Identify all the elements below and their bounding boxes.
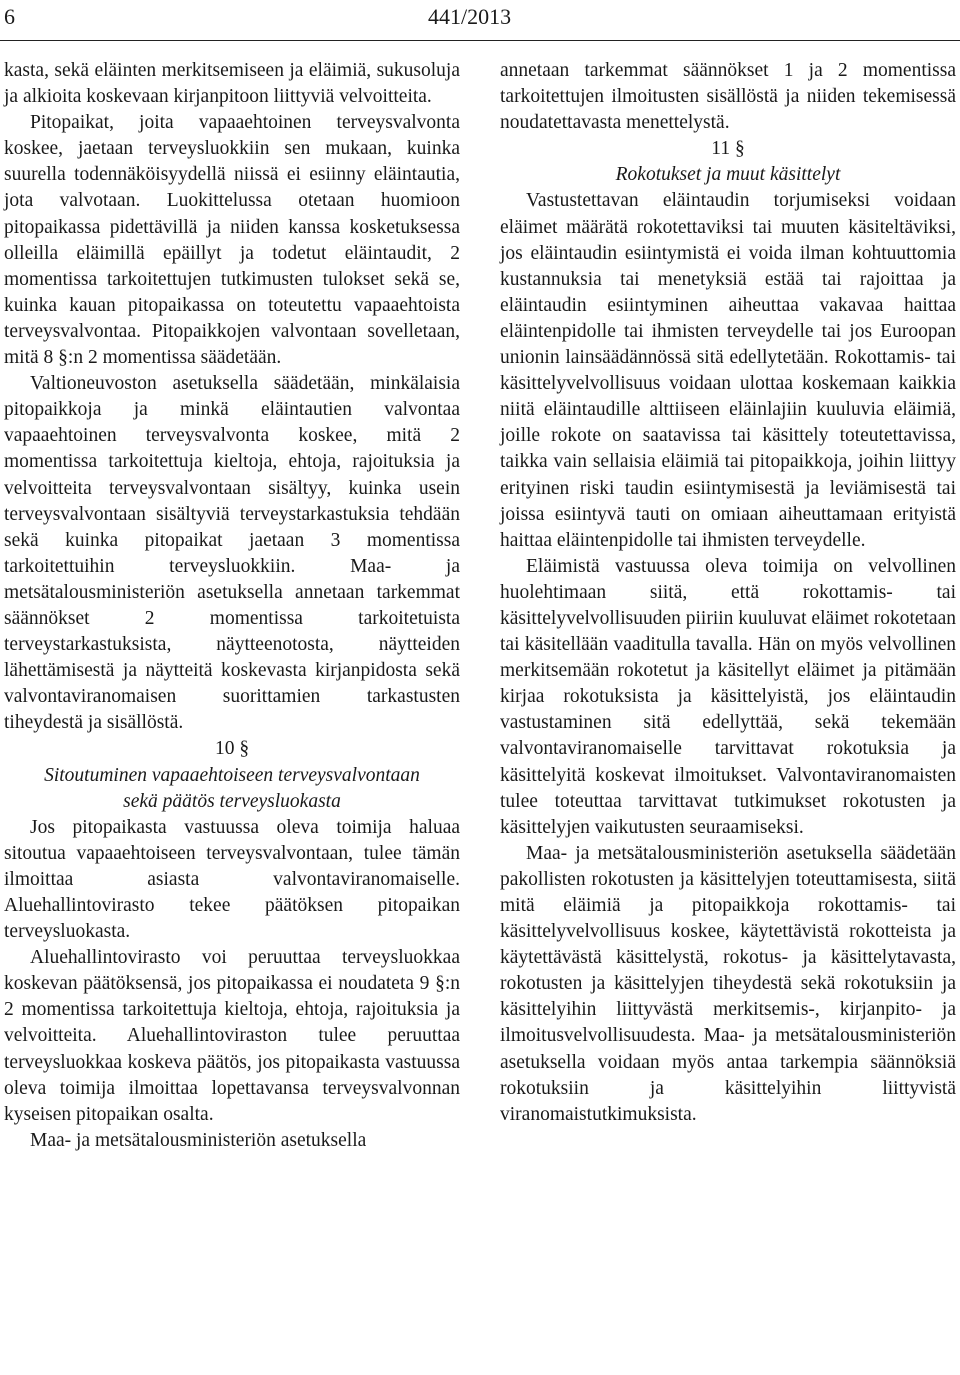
paragraph: Maa- ja metsätalousministeriön asetuksella (30, 1129, 367, 1151)
paragraph: kasta, sekä eläinten merkitsemiseen ja eläimiä, sukusoluja ja alkioita koskevaan kirjanpitoon liittyviä velvoitteita. (4, 60, 460, 108)
document-number: 441/2013 (428, 4, 512, 29)
paragraph: Valtioneuvoston asetuksella säädetään, minkälaisia pitopaikkoja ja minkä eläintautien valvontaa vapaaehtoinen terveysvalvonta koskee, mitä 2 momentissa tarkoitettuja kieltoja, ehtoja, rajoituksia ja velvoitteita terveysvalvontaan sisältyy, kuinka usein terveysvalvontaan sisältyviä terveystarkastuksia tehdään sekä kuinka pitopaikat jaetaan 3 momentissa tarkoitettuihin terveysluokkiin. Maa- ja metsätalousministeriön asetuksella annetaan tarkemmat säännökset 2 momentissa tarkoitetuista terveystarkastuksista, näytteenotosta, näytteiden lähettämisestä ja näytteitä koskevasta kirjanpidosta sekä valvontaviranomaisen suorittamien tarkastusten tiheydestä ja sisällöstä. (4, 373, 460, 734)
paragraph: Aluehallintovirasto voi peruuttaa terveysluokkaa koskevan päätöksensä, jos pitopaikassa ei noudateta 9 §:n 2 momentissa tarkoitettuja kieltoja, ehtoja, rajoituksia ja velvoitteita. Aluehallintoviraston tulee peruuttaa terveysluokkaa koskeva päätös, jos pitopaikasta vastuussa oleva toimija ilmoittaa lopettavansa terveysvalvonnan kyseisen pitopaikan osalta. (4, 947, 460, 1125)
paragraph: Maa- ja metsätalousministeriön asetuksella säädetään pakollisten rokotusten ja käsittelyjen toteuttamisesta, siitä mitä eläimiä ja pitopaikkoja rokottamis- tai käsittelyvelvollisuus koskee, käytettävistä rokotteista ja käytettävästä käsittelystä, rokotus- ja käsittelytavasta, rokotusten ja käsittelyjen tiheydestä sekä rokotuksiin ja käsittelyihin liittyvästä merkitsemis-, kirjanpito- ja ilmoitusvelvollisuudesta. Maa- ja metsätalousministeriön asetuksella voidaan myös antaa tarkempia säännöksiä rokotuksiin ja käsittelyihin liittyvistä viranomaistutkimuksista. (500, 842, 956, 1125)
paragraph: Jos pitopaikasta vastuussa oleva toimija haluaa sitoutua vapaaehtoiseen terveysvalvontaan, tulee tämän ilmoittaa asiasta valvontaviranomaiselle. Aluehallintovirasto tekee päätöksen pitopaikan terveysluokasta. (4, 816, 460, 943)
header-divider (0, 40, 960, 41)
section-number: 11 § (711, 138, 745, 160)
page-number: 6 (4, 4, 15, 29)
paragraph: Vastustettavan eläintaudin torjumiseksi voidaan eläimet määrätä rokotettaviksi tai muuten käsiteltäviksi, jos eläintaudin esiintymistä ei voida ilman kohtuuttomia kustannuksia tai menetyksiä estää tai rajoittaa ja eläintaudin esiintyminen aiheuttaa vakavaa haittaa eläintenpidolle tai ihmisten terveydelle tai jos Euroopan unionin lainsäädännössä sitä edellytetään. Rokottamis- tai käsittelyvelvollisuus voidaan ulottaa koskemaan kaikkia niitä eläintaudille alttiiseen eläinlajiin kuuluvia eläimiä, joille rokote on saatavissa tai käsittely toteutettavissa, taikka vain sellaisia eläimiä tai pitopaikkoja, joihin liittyy erityinen riski taudin esiintymisestä ja leviämisestä tai joissa esiintyvä tauti on omiaan aiheuttamaan erityistä haittaa eläintenpidolle tai ihmisten terveydelle. (500, 190, 956, 551)
section-title: Rokotukset ja muut käsittelyt (615, 164, 841, 186)
page-header (0, 0, 960, 40)
right-column (500, 58, 956, 1128)
left-column (4, 58, 460, 1154)
paragraph: annetaan tarkemmat säännökset 1 ja 2 momentissa tarkoitettujen ilmoitusten sisällöstä ja niiden tekemisessä noudatettavasta menettelystä. (500, 60, 956, 134)
paragraph: Pitopaikat, joita vapaaehtoinen terveysvalvonta koskee, jaetaan terveysluokkiin sen mukaan, kuinka suurella todennäköisyydellä niissä ei esiinny eläintautia, jota valvotaan. Luokittelussa otetaan huomioon pitopaikassa pidettävillä ja niiden kanssa kosketuksessa olleilla eläimillä epäillyt ja todetut eläintaudit, 2 momentissa tarkoitettujen tutkimusten tulokset sekä se, kuinka kauan pitopaikassa on toteutettu vapaaehtoista terveysvalvontaa. Pitopaikkojen valvontaan sovelletaan, mitä 8 §:n 2 momentissa säädetään. (4, 112, 460, 369)
section-number: 10 § (214, 738, 250, 760)
paragraph: Eläimistä vastuussa oleva toimija on velvollinen huolehtimaan siitä, että rokottamis- tai käsittelyvelvollisuuden piiriin kuuluvat eläimet rokotetaan tai käsitellään vaaditulla tavalla. Hän on myös velvollinen merkitsemään rokotetut ja käsitellyt eläimet ja pitämään kirjaa rokotuksista ja käsittelyistä, jos eläintaudin vastustaminen sitä edellyttää, sekä tekemään valvontaviranomaiselle tarvittavat rokotuksia ja käsittelyitä koskevat ilmoitukset. Valvontaviranomaisten tulee toteuttaa tarvittavat tutkimukset rokotusten ja käsittelyjen vaikutusten seuraamiseksi. (500, 555, 956, 838)
section-title: Sitoutuminen vapaaehtoiseen terveysvalvontaan sekä päätös terveysluokasta (44, 764, 420, 812)
